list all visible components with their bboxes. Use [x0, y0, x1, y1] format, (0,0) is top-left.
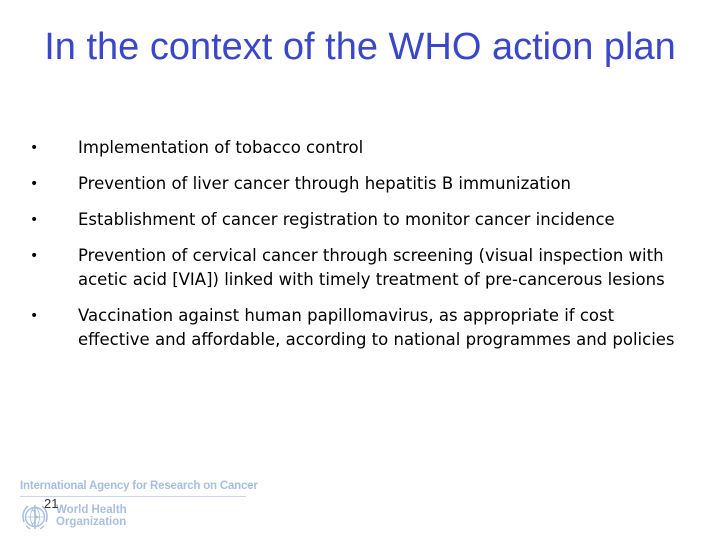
who-name-line1: World Health: [56, 504, 127, 516]
bullet-icon: •: [30, 176, 39, 192]
bullet-item: [30, 304, 690, 352]
bullet-icon: •: [30, 308, 39, 324]
slide-title: In the context of the WHO action plan: [44, 26, 676, 68]
bullet-item: [30, 172, 690, 196]
iarc-name: International Agency for Research on Cancer: [20, 480, 258, 492]
bullet-item: [30, 136, 690, 160]
bullet-list: [30, 136, 690, 364]
bullet-text: Implementation of tobacco control: [78, 138, 364, 157]
who-name-line2: Organization: [56, 516, 127, 528]
bullet-item: [30, 244, 690, 292]
bullet-text: Prevention of cervical cancer through screening (visual inspection with acetic acid [VIA]) linked with timely treatment of pre-cancerous lesions: [78, 246, 665, 289]
bullet-item: [30, 208, 690, 232]
who-name: [56, 504, 127, 528]
bullet-icon: •: [30, 212, 39, 228]
footer: [16, 476, 256, 536]
bullet-text: Establishment of cancer registration to monitor cancer incidence: [78, 210, 615, 229]
bullet-icon: •: [30, 248, 39, 264]
page-number: 21: [44, 496, 59, 511]
bullet-icon: •: [30, 140, 39, 156]
bullet-text: Prevention of liver cancer through hepatitis B immunization: [78, 174, 572, 193]
bullet-text: Vaccination against human papillomavirus, as appropriate if cost effective and affordable, according to national programmes and policies: [78, 306, 675, 349]
